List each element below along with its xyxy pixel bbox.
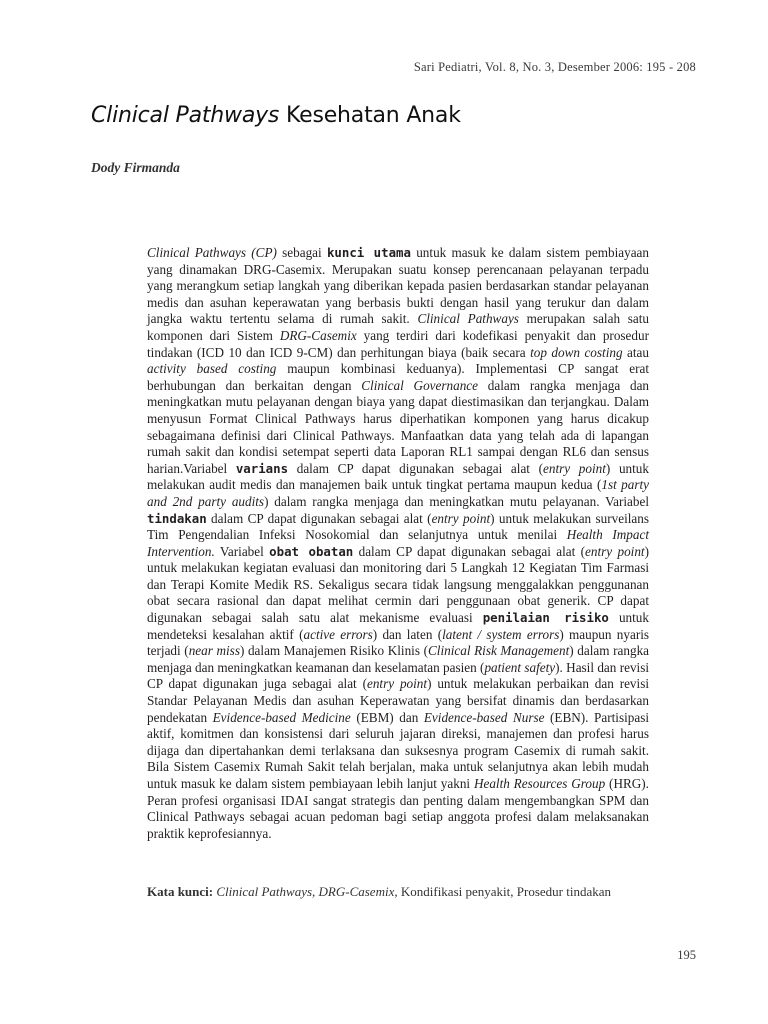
abstract-text: ) untuk melakukan audit medis dan manajemen baik untuk tingkat pertama maupun kedua ( <box>147 460 649 493</box>
abstract-text: ) untuk melakukan kegiatan evaluasi dan monitoring dari 5 Langkah 12 Kegiatan Tim Farmasi dan Terapi Komite Medik RS. Sekaligus secara tidak langsung menggalakkan penggunanan obat secara rasional dan dapat melihat cermin dari penggunaan obat generik. CP dapat digunakan sebagai salah satu alat mekanisme evaluasi <box>147 543 649 626</box>
abstract <box>147 245 649 842</box>
abstract-italic-term: patient safety <box>484 659 556 675</box>
abstract-italic-term: entry point <box>431 510 491 526</box>
title-italic-part: Clinical Pathways <box>91 103 280 128</box>
abstract-text: dalam CP dapat digunakan sebagai alat ( <box>206 510 432 526</box>
abstract-text: (EBM) dan <box>350 709 424 725</box>
abstract-text: Variabel <box>214 543 270 559</box>
abstract-italic-term: Clinical Pathways (CP) <box>147 245 277 260</box>
abstract-text: dalam CP dapat digunakan sebagai alat ( <box>353 543 586 559</box>
abstract-text: untuk mendeteksi kesalahan aktif ( <box>147 610 649 642</box>
abstract-italic-term: DRG-Casemix <box>279 327 357 343</box>
abstract-italic-term: Evidence-based Medicine <box>212 709 351 725</box>
abstract-italic-term: entry point <box>585 543 645 559</box>
abstract-key-term: tindakan <box>147 510 207 526</box>
abstract-italic-term: Clinical Pathways <box>417 311 519 327</box>
article-title <box>91 103 461 128</box>
abstract-italic-term: top down costing <box>530 344 623 360</box>
abstract-italic-term: latent / system errors <box>442 626 560 642</box>
abstract-text: ) untuk melakukan perbaikan dan revisi Standar Pelayanan Medis dan asuhan Keperawatan yang bersifat dinamis dan berdasarkan pendekatan <box>147 676 649 725</box>
abstract-text: dalam CP dapat digunakan sebagai alat ( <box>288 460 544 476</box>
abstract-text: ) maupun nyaris terjadi ( <box>147 626 650 659</box>
abstract-text: maupun kombinasi keduanya). Implementasi CP sangat erat berhubungan dan berkaitan dengan <box>147 361 649 393</box>
abstract-italic-term: Clinical Risk Management <box>428 643 570 659</box>
abstract-italic-term: Health Resources Group <box>473 776 606 791</box>
abstract-text: yang terdiri dari kodefikasi penyakit dan prosedur tindakan (ICD 10 dan ICD 9-CM) dan perhitungan biaya (baik secara <box>147 327 649 360</box>
abstract-italic-term: activity based costing <box>147 361 277 377</box>
abstract-italic-term: entry point <box>543 460 606 476</box>
abstract-italic-term: entry point <box>366 676 428 692</box>
page-number: 195 <box>677 948 696 962</box>
abstract-text: sebagai <box>276 245 327 260</box>
abstract-key-term: obat obatan <box>269 543 354 559</box>
abstract-italic-term: Health Impact Intervention. <box>147 527 649 559</box>
abstract-text: ) dalam rangka menjaga dan meningkatkan keamanan dan keselamatan pasien ( <box>147 643 650 675</box>
abstract-italic-term: active errors <box>303 626 373 642</box>
abstract-italic-term: Evidence-based Nurse <box>423 709 545 725</box>
abstract-text: dalam rangka menjaga dan meningkatkan mutu pelayanan dengan biaya yang dapat diestimasikan dan terjangkau. Dalam menyusun Format Clinical Pathways harus diperhatikan komponen yang harus dicakup sebagaimana definisi dari Clinical Pathways. Manfaatkan data yang telah ada di lapangan rumah sakit dan kondisi setempat seperti data Laporan RL1 sampai dengan RL6 dan sensus harian.Variabel <box>147 377 650 476</box>
abstract-text: ) dalam Manajemen Risiko Klinis ( <box>239 643 428 659</box>
keywords-italic: Clinical Pathways, DRG-Casemix, <box>213 884 398 899</box>
keywords-rest: Kondifikasi penyakit, Prosedur tindakan <box>397 884 611 899</box>
abstract-text: ) untuk melakukan surveilans Tim Pengendalian Infeksi Nosokomial dan selanjutnya untuk menilai <box>147 510 649 543</box>
abstract-text: ). Hasil dan revisi CP dapat digunakan juga sebagai alat ( <box>147 659 649 692</box>
abstract-text: ) dalam rangka menjaga dan meningkatkan mutu pelayanan. Variabel <box>264 493 650 509</box>
abstract-text: (HRG). Peran profesi organisasi IDAI sangat strategis dan penting dalam mengembangkan SPM dan Clinical Pathways sebagai acuan pedoman bagi setiap anggota profesi dalam melaksanakan praktik keprofesiannya. <box>147 776 649 841</box>
keywords-line <box>147 884 667 900</box>
abstract-key-term: varians <box>235 460 289 476</box>
abstract-italic-term: 1st party and 2nd party audits <box>147 477 650 509</box>
abstract-italic-term: Clinical Governance <box>361 377 478 393</box>
keywords-label: Kata kunci: <box>147 884 214 899</box>
abstract-text: (EBN). Partisipasi aktif, komitmen dan konsistensi dari seluruh jajaran direksi, manajemen dan profesi harus dijaga dan dipertahankan demi terlaksana dan suksesnya program Casemix di rumah sakit. Bila Sistem Casemix Rumah Sakit telah berjalan, maka untuk selanjutnya akan lebih mudah untuk masuk ke dalam sistem pembiayaan lebih lanjut yakni <box>147 709 649 791</box>
abstract-key-term: kunci utama <box>326 245 411 260</box>
abstract-text: atau <box>622 344 649 360</box>
abstract-italic-term: near miss <box>188 643 240 659</box>
running-header: Sari Pediatri, Vol. 8, No. 3, Desember 2006: 195 - 208 <box>413 60 696 74</box>
author-name: Dody Firmanda <box>91 160 180 175</box>
abstract-key-term: penilaian risiko <box>482 610 609 626</box>
title-rest: Kesehatan Anak <box>279 103 461 128</box>
abstract-text: untuk masuk ke dalam sistem pembiayaan yang dinamakan DRG-Casemix. Merupakan suatu konsep perencanaan pelayanan terpadu yang merangkum setiap langkah yang diberikan kepada pasien berdasarkan standar pelayanan medis dan asuhan keperawatan yang berbasis bukti dengan hasil yang terukur dan dalam jangka waktu tertentu selama di rumah sakit. <box>147 245 649 327</box>
abstract-text: ) dan laten ( <box>372 626 443 642</box>
abstract-text: merupakan salah satu komponen dari Sistem <box>147 311 650 343</box>
